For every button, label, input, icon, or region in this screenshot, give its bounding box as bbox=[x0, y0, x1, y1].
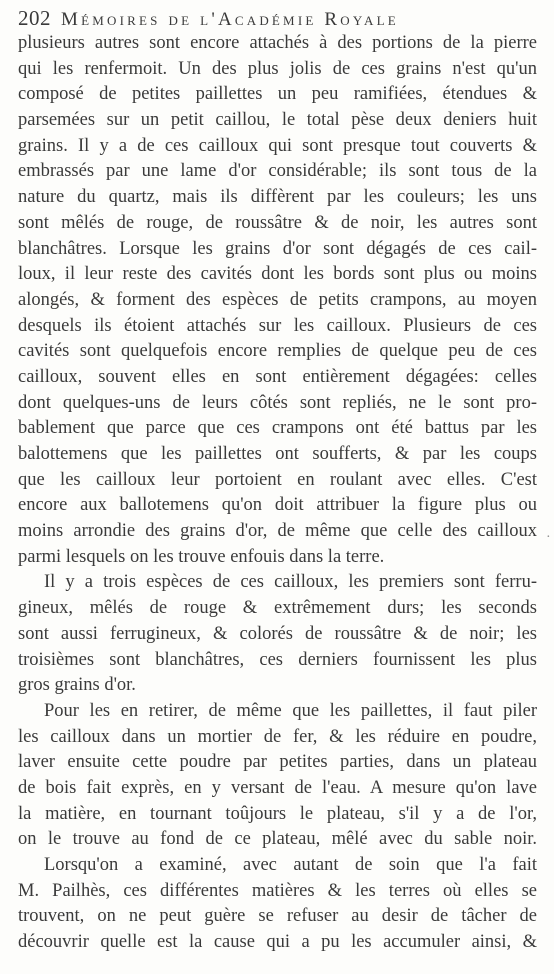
text-line: moins arrondie des grains d'or, de même que celle des cailloux bbox=[18, 521, 537, 542]
running-head: Mémoires de l'Académie Royale bbox=[61, 9, 399, 30]
body-text bbox=[18, 31, 537, 956]
text-line: bablement que parce que ces crampons ont été battus par les bbox=[18, 418, 537, 439]
text-line: trouvent, on ne peut guère se refuser au desir de tâcher de bbox=[18, 906, 537, 927]
text-line: sont aussi ferrugineux, & colorés de roussâtre & de noir; les bbox=[18, 623, 537, 644]
text-line: gros grains d'or. bbox=[18, 675, 136, 696]
text-line: on le trouve au fond de ce plateau, mêlé avec du sable noir. bbox=[18, 829, 537, 850]
text-line: cavités sont quelquefois encore remplies de quelque peu de ces bbox=[18, 341, 537, 362]
text-line: encore aux ballotemens qu'on doit attribuer la figure plus ou bbox=[18, 495, 537, 516]
text-line: M. Pailhès, ces différentes matières & les terres où elles se bbox=[18, 880, 537, 901]
text-line: Il y a trois espèces de ces cailloux, les premiers sont ferru- bbox=[44, 572, 537, 593]
text-line: de bois fait exprès, en y versant de l'eau. A mesure qu'on lave bbox=[18, 777, 537, 798]
text-line: Lorsqu'on a examiné, avec autant de soin que l'a fait bbox=[44, 855, 537, 875]
text-line: parsemées sur un petit caillou, le total pèse deux deniers huit bbox=[18, 110, 537, 131]
text-line: alongés, & forment des espèces de petits crampons, au moyen bbox=[18, 289, 537, 310]
text-line: la matière, en tournant toûjours le plateau, s'il y a de l'or, bbox=[18, 803, 537, 824]
text-line: nature du quartz, mais ils diffèrent par les couleurs; les uns bbox=[18, 187, 537, 208]
text-line: blanchâtres. Lorsque les grains d'or sont dégagés de ces cail- bbox=[18, 238, 537, 259]
text-line: gineux, mêlés de rouge & extrêmement durs; les seconds bbox=[18, 598, 537, 619]
text-line: plusieurs autres sont encore attachés à des portions de la pierre bbox=[18, 33, 537, 53]
text-line: grains. Il y a de ces cailloux qui sont presque tout couverts & bbox=[18, 135, 537, 156]
text-line: les cailloux dans un mortier de fer, & les réduire en poudre, bbox=[18, 726, 537, 747]
text-line: Pour les en retirer, de même que les paillettes, il faut piler bbox=[44, 700, 537, 721]
text-line: que les cailloux leur portoient en roulant avec elles. C'est bbox=[18, 469, 537, 490]
text-line: loux, il leur reste des cavités dont les bords sont plus ou moins bbox=[18, 264, 537, 285]
text-line: troisièmes sont blanchâtres, ces derniers fournissent les plus bbox=[18, 649, 537, 670]
text-line: dont quelques-uns de leurs côtés sont repliés, ne le sont pro- bbox=[18, 392, 537, 413]
text-line: composé de petites paillettes un peu ramifiées, étendues & bbox=[18, 84, 537, 105]
text-line: découvrir quelle est la cause qui a pu les accumuler ainsi, & bbox=[18, 932, 537, 953]
page-number: 202 bbox=[18, 6, 51, 30]
text-line: qui les renfermoit. Un des plus jolis de ces grains n'est qu'un bbox=[18, 58, 537, 79]
text-line: parmi lesquels on les trouve enfouis dans la terre. bbox=[18, 546, 385, 567]
text-line: balottemens que les paillettes ont soufferts, & par les coups bbox=[18, 444, 537, 464]
text-line: desquels ils étoient attachés sur les cailloux. Plusieurs de ces bbox=[18, 315, 537, 336]
text-line: laver ensuite cette poudre par petites parties, dans un plateau bbox=[18, 752, 537, 773]
text-line: sont mêlés de rouge, de roussâtre & de noir, les autres sont bbox=[18, 212, 537, 233]
text-line: embrassés par une lame d'or considérable; ils sont tous de la bbox=[18, 161, 537, 182]
margin-mark: · bbox=[546, 530, 551, 545]
text-line: cailloux, souvent elles en sont entièrement dégagées: celles bbox=[18, 366, 537, 387]
